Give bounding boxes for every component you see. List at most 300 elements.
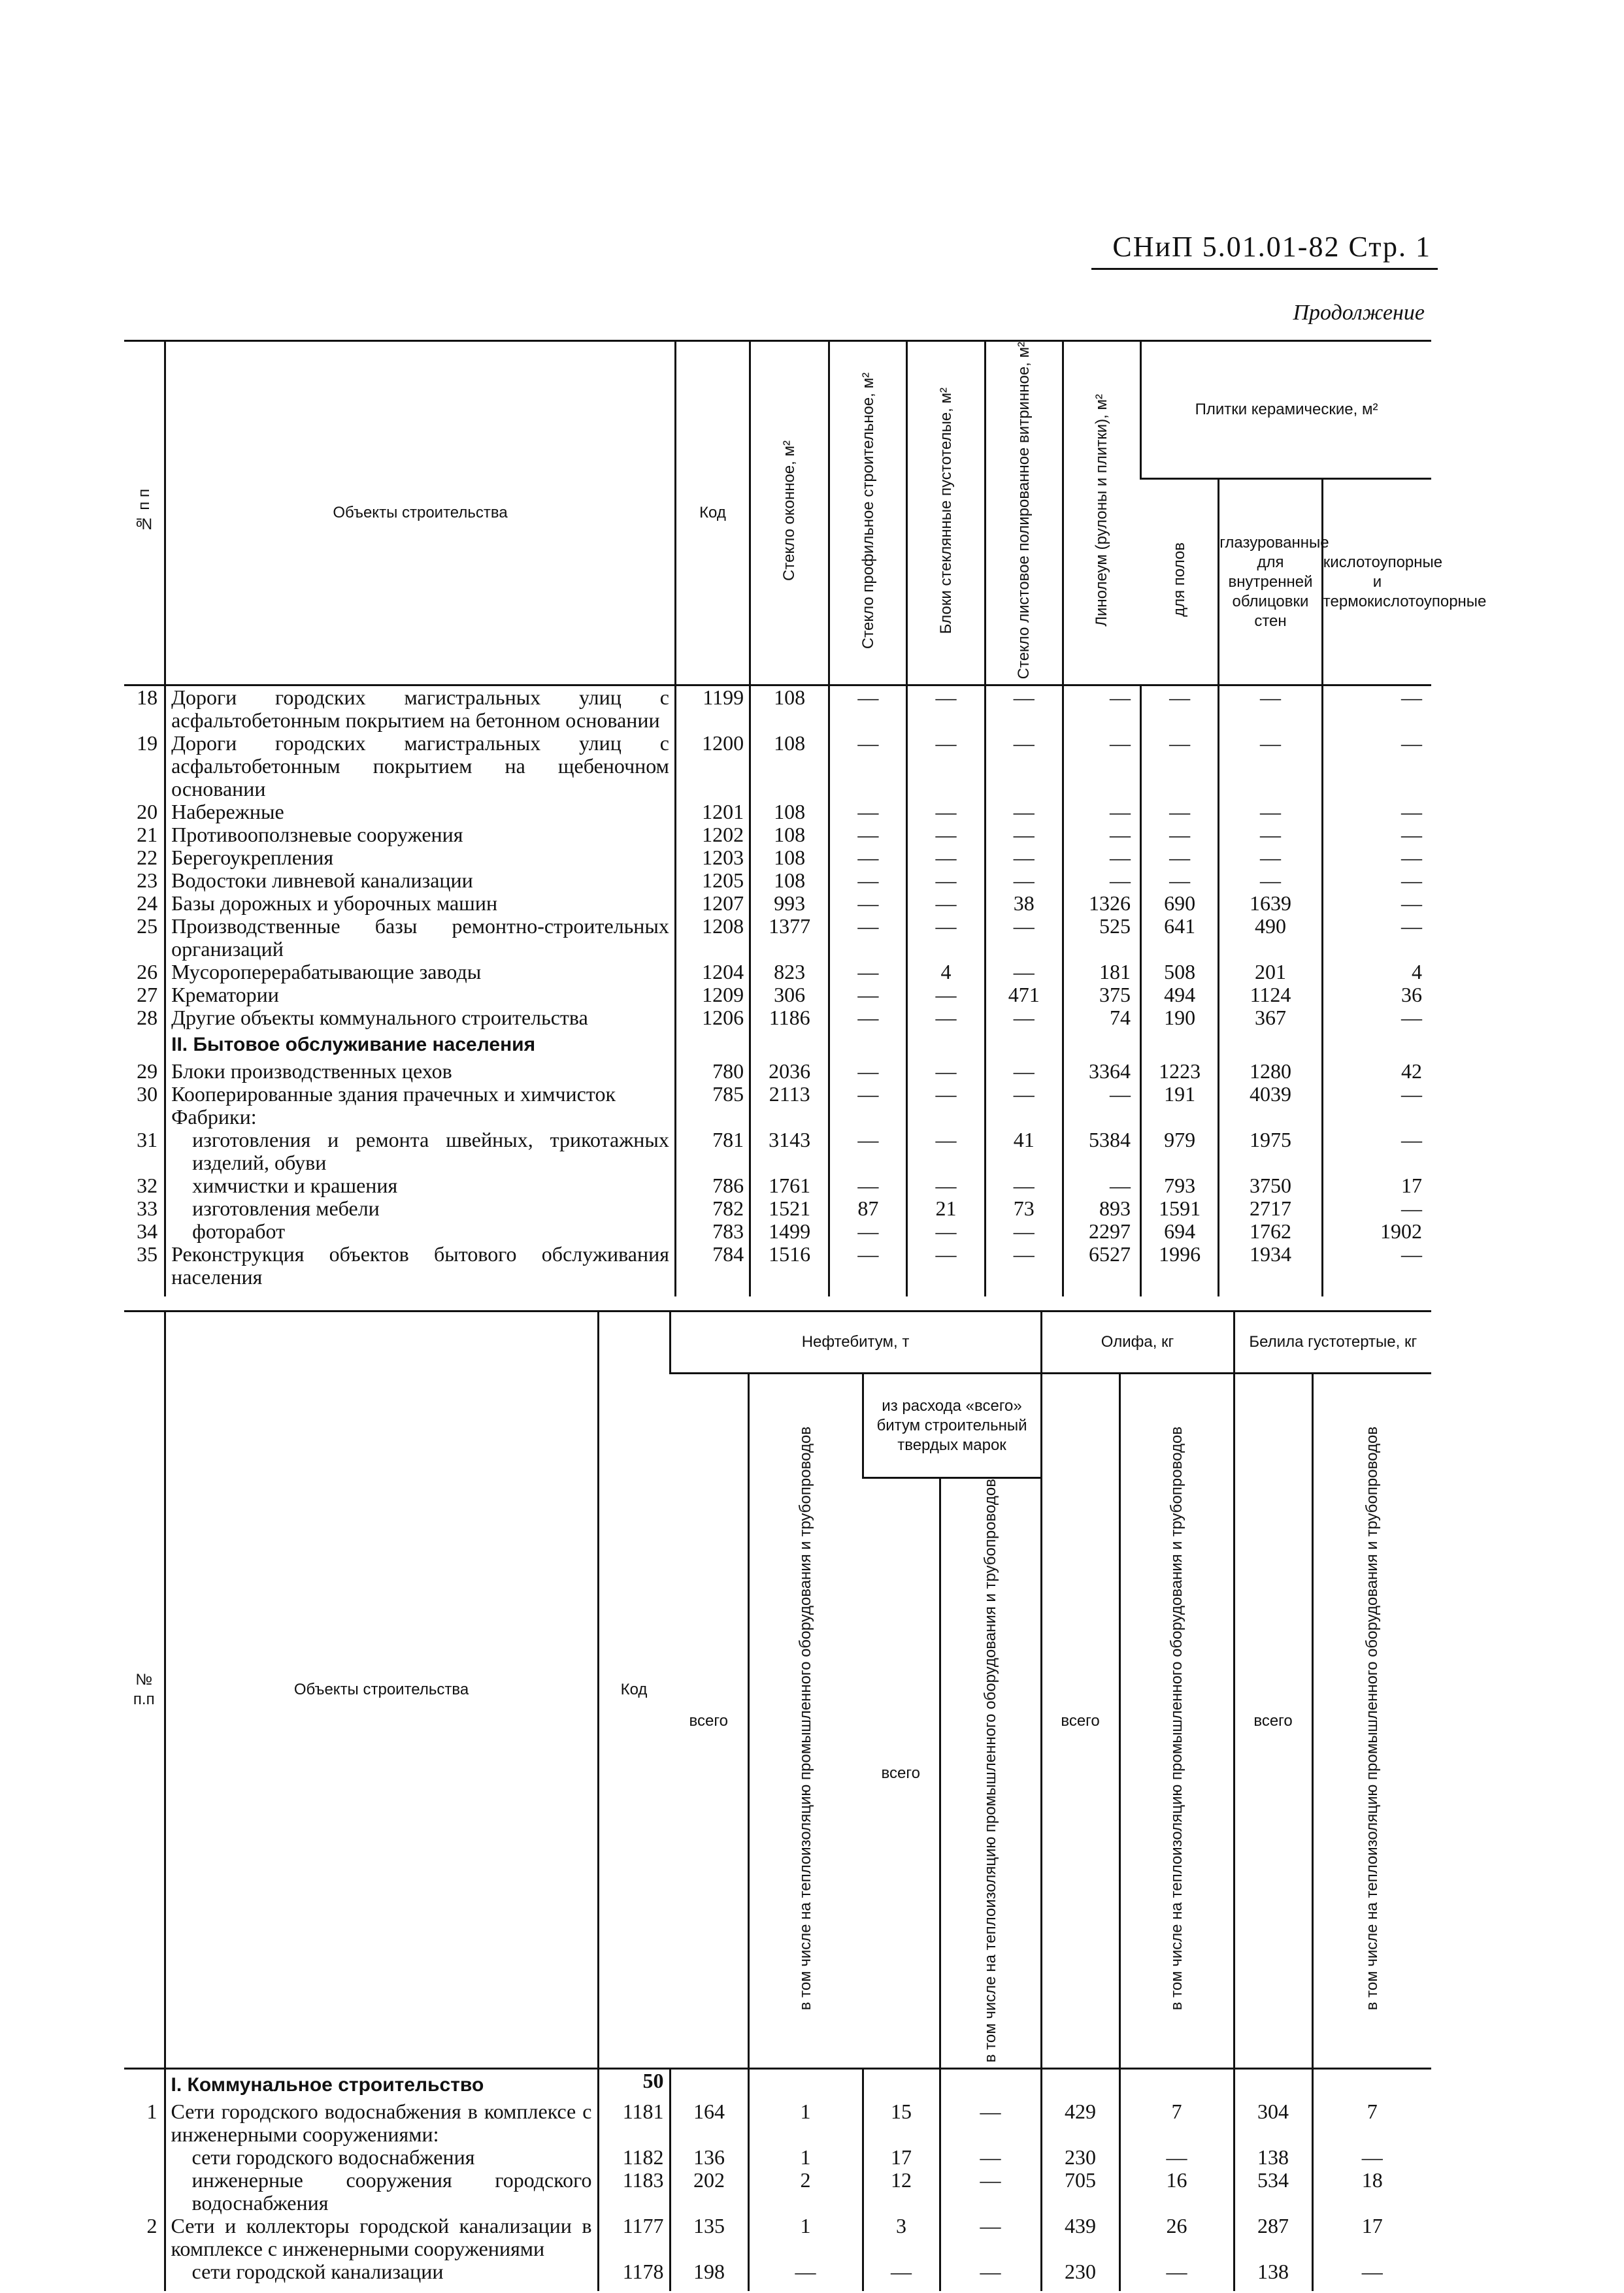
value-cell: 1639 <box>1219 892 1323 915</box>
value-cell: 18 <box>1312 2169 1431 2215</box>
value-cell: 108 <box>750 732 829 800</box>
row-number: 1 <box>146 2100 157 2124</box>
value-cell: 15 <box>863 2100 940 2146</box>
value-cell: — <box>1063 685 1140 733</box>
value-cell: 36 <box>1322 983 1431 1006</box>
row-number <box>124 1106 165 1129</box>
row-number: 18 <box>137 685 158 710</box>
table-row <box>124 1083 1431 1106</box>
row-number: 2 <box>146 2214 157 2238</box>
row-number: 32 <box>137 1174 158 1198</box>
value-cell: 508 <box>1141 961 1219 983</box>
object-name: Дороги городских магистральных улиц с асфальтобетонным покрытием на щебеночном основании <box>165 732 676 800</box>
t2-col-header-num: № п.п <box>124 1311 165 2069</box>
col-header-profile-glass: Стекло профильное строительное, м² <box>829 341 907 685</box>
value-cell: — <box>829 1174 907 1197</box>
value-cell <box>750 1029 829 1060</box>
row-code: 785 <box>675 1083 750 1106</box>
table-row <box>124 2069 1431 2101</box>
row-number: 22 <box>137 846 158 870</box>
value-cell: 1499 <box>750 1220 829 1243</box>
value-cell: — <box>907 1083 985 1106</box>
value-cell: — <box>829 1220 907 1243</box>
value-cell: — <box>829 915 907 961</box>
value-cell: — <box>985 732 1063 800</box>
value-cell: — <box>940 2169 1041 2215</box>
value-cell: — <box>907 892 985 915</box>
row-code: 786 <box>675 1174 750 1197</box>
value-cell: 4 <box>907 961 985 983</box>
object-name: Кооперированные здания прачечных и химчисток <box>165 1083 676 1106</box>
value-cell: — <box>985 869 1063 892</box>
value-cell: — <box>1063 1174 1140 1197</box>
t2-col-header-code: Код <box>598 1311 670 2069</box>
value-cell: 4 <box>1322 961 1431 983</box>
row-number: 35 <box>137 1242 158 1266</box>
value-cell: 793 <box>1141 1174 1219 1197</box>
col-header-floor-tiles: для полов <box>1141 478 1219 685</box>
t2-belila-total: всего <box>1234 1374 1312 2069</box>
value-cell: 1762 <box>1219 1220 1323 1243</box>
row-code: 1207 <box>675 892 750 915</box>
value-cell: 694 <box>1141 1220 1219 1243</box>
value-cell: 7 <box>1119 2100 1234 2146</box>
value-cell <box>1234 2069 1312 2101</box>
value-cell: — <box>1219 685 1323 733</box>
value-cell: 202 <box>670 2169 748 2215</box>
value-cell <box>907 1106 985 1129</box>
value-cell: — <box>907 983 985 1006</box>
row-code: 784 <box>675 1243 750 1296</box>
object-name: Мусороперерабатывающие заводы <box>165 961 676 983</box>
value-cell: 26 <box>1119 2215 1234 2260</box>
value-cell: 2717 <box>1219 1197 1323 1220</box>
object-name: инженерные сооружения городского водоснабжения <box>165 2169 598 2215</box>
value-cell <box>1063 1106 1140 1129</box>
value-cell: 304 <box>1234 2100 1312 2146</box>
value-cell: — <box>1322 1129 1431 1174</box>
value-cell: 429 <box>1041 2100 1119 2146</box>
value-cell: — <box>829 892 907 915</box>
value-cell: 21 <box>907 1197 985 1220</box>
value-cell: — <box>985 800 1063 823</box>
value-cell: 1124 <box>1219 983 1323 1006</box>
value-cell: — <box>985 1083 1063 1106</box>
col-header-glazed-tiles: глазурованные для внутренней облицовки стен <box>1219 478 1323 685</box>
value-cell: 136 <box>670 2146 748 2169</box>
value-cell: — <box>1141 846 1219 869</box>
object-name: Производственные базы ремонтно-строительных организаций <box>165 915 676 961</box>
value-cell: — <box>1141 800 1219 823</box>
value-cell: — <box>1322 1006 1431 1029</box>
value-cell: 1 <box>748 2146 863 2169</box>
value-cell: 3750 <box>1219 1174 1323 1197</box>
object-name: Базы дорожных и уборочных машин <box>165 892 676 915</box>
value-cell: 3143 <box>750 1129 829 1174</box>
t2-bitumen-total: всего <box>670 1374 748 2069</box>
value-cell: 42 <box>1322 1060 1431 1083</box>
t2-col-header-belila: Белила густотертые, кг <box>1234 1311 1431 1374</box>
value-cell: — <box>829 961 907 983</box>
row-code: 1204 <box>675 961 750 983</box>
value-cell: — <box>1322 1243 1431 1296</box>
value-cell: 993 <box>750 892 829 915</box>
value-cell: 17 <box>1322 1174 1431 1197</box>
row-number: 21 <box>137 823 158 847</box>
value-cell <box>670 2069 748 2101</box>
value-cell: 534 <box>1234 2169 1312 2215</box>
value-cell: 230 <box>1041 2146 1119 2169</box>
value-cell: 2 <box>748 2169 863 2215</box>
row-code: 1177 <box>598 2215 670 2260</box>
row-code: 1209 <box>675 983 750 1006</box>
value-cell: 1591 <box>1141 1197 1219 1220</box>
value-cell <box>1041 2069 1119 2101</box>
value-cell: — <box>907 1243 985 1296</box>
value-cell: — <box>907 846 985 869</box>
value-cell: — <box>1119 2260 1234 2291</box>
table-row <box>124 685 1431 733</box>
value-cell: — <box>1322 915 1431 961</box>
row-number: 31 <box>137 1128 158 1152</box>
value-cell: 367 <box>1219 1006 1323 1029</box>
row-code: 1201 <box>675 800 750 823</box>
row-code: 1208 <box>675 915 750 961</box>
value-cell: — <box>1141 823 1219 846</box>
col-header-code: Код <box>675 341 750 685</box>
value-cell: 6527 <box>1063 1243 1140 1296</box>
row-number <box>124 2260 165 2291</box>
row-code: 1183 <box>598 2169 670 2215</box>
value-cell: 108 <box>750 800 829 823</box>
value-cell: — <box>829 1083 907 1106</box>
materials-table-2 <box>124 1310 1431 2291</box>
table-row <box>124 2146 1431 2169</box>
value-cell: — <box>1063 823 1140 846</box>
value-cell: 705 <box>1041 2169 1119 2215</box>
table-row <box>124 961 1431 983</box>
value-cell: 2036 <box>750 1060 829 1083</box>
object-name: Берегоукрепления <box>165 846 676 869</box>
value-cell <box>1322 1029 1431 1060</box>
value-cell: — <box>985 1220 1063 1243</box>
value-cell: — <box>907 800 985 823</box>
table-row <box>124 823 1431 846</box>
col-header-sheet-glass: Стекло листовое полированное витринное, м² <box>985 341 1063 685</box>
t2-bitumen-solid: из расхода «всего» битум строительный твердых марок <box>863 1374 1041 1478</box>
row-code: 1202 <box>675 823 750 846</box>
row-number: 23 <box>137 868 158 893</box>
value-cell: 1934 <box>1219 1243 1323 1296</box>
value-cell: — <box>1312 2260 1431 2291</box>
value-cell: 471 <box>985 983 1063 1006</box>
value-cell <box>829 1029 907 1060</box>
object-name: Блоки производственных цехов <box>165 1060 676 1083</box>
value-cell <box>907 1029 985 1060</box>
value-cell: — <box>940 2260 1041 2291</box>
value-cell: — <box>907 1174 985 1197</box>
table-row <box>124 1174 1431 1197</box>
row-number: 34 <box>137 1219 158 1244</box>
value-cell: — <box>829 823 907 846</box>
value-cell: 287 <box>1234 2215 1312 2260</box>
value-cell: 190 <box>1141 1006 1219 1029</box>
value-cell: — <box>907 915 985 961</box>
value-cell: 17 <box>1312 2215 1431 2260</box>
value-cell: 1377 <box>750 915 829 961</box>
row-code: 1206 <box>675 1006 750 1029</box>
value-cell: 1326 <box>1063 892 1140 915</box>
value-cell: — <box>1322 823 1431 846</box>
value-cell: 893 <box>1063 1197 1140 1220</box>
row-number <box>124 2146 165 2169</box>
row-number: 28 <box>137 1006 158 1030</box>
table-row <box>124 800 1431 823</box>
value-cell: 201 <box>1219 961 1323 983</box>
value-cell: 181 <box>1063 961 1140 983</box>
value-cell: — <box>829 983 907 1006</box>
row-number: 26 <box>137 960 158 984</box>
row-number: 25 <box>137 914 158 938</box>
value-cell: — <box>907 1006 985 1029</box>
value-cell <box>1312 2069 1431 2101</box>
value-cell: — <box>829 1243 907 1296</box>
value-cell: 41 <box>985 1129 1063 1174</box>
value-cell <box>985 1029 1063 1060</box>
value-cell: — <box>907 732 985 800</box>
value-cell: — <box>863 2260 940 2291</box>
section-heading: I. Коммунальное строительство <box>165 2069 598 2101</box>
value-cell: — <box>1219 846 1323 869</box>
value-cell: 690 <box>1141 892 1219 915</box>
t2-bitumen-incl: в том числе на теплоизоляцию промышленного оборудования и трубопроводов <box>748 1374 863 2069</box>
t2-solid-incl: в том числе на теплоизоляцию промышленного оборудования и трубопроводов <box>940 1478 1041 2069</box>
value-cell: — <box>1322 892 1431 915</box>
value-cell: 641 <box>1141 915 1219 961</box>
value-cell: 1902 <box>1322 1220 1431 1243</box>
value-cell: — <box>829 846 907 869</box>
col-header-window-glass: Стекло оконное, м² <box>750 341 829 685</box>
value-cell: — <box>829 1006 907 1029</box>
value-cell: — <box>985 1243 1063 1296</box>
value-cell: — <box>940 2100 1041 2146</box>
value-cell: 138 <box>1234 2260 1312 2291</box>
value-cell: 1 <box>748 2215 863 2260</box>
value-cell: — <box>1322 800 1431 823</box>
object-name: химчистки и крашения <box>165 1174 676 1197</box>
value-cell: 1186 <box>750 1006 829 1029</box>
row-code: 780 <box>675 1060 750 1083</box>
value-cell: — <box>985 1060 1063 1083</box>
object-name: Другие объекты коммунального строительства <box>165 1006 676 1029</box>
value-cell: — <box>829 1129 907 1174</box>
value-cell: 7 <box>1312 2100 1431 2146</box>
value-cell: 108 <box>750 846 829 869</box>
row-code: 782 <box>675 1197 750 1220</box>
row-code: 50 <box>598 2069 670 2101</box>
value-cell: — <box>1322 869 1431 892</box>
object-name: Водостоки ливневой канализации <box>165 869 676 892</box>
value-cell <box>1219 1106 1323 1129</box>
value-cell: — <box>1063 869 1140 892</box>
table-row <box>124 1106 1431 1129</box>
value-cell: — <box>1219 732 1323 800</box>
value-cell: 1975 <box>1219 1129 1323 1174</box>
value-cell: 4039 <box>1219 1083 1323 1106</box>
value-cell: 823 <box>750 961 829 983</box>
value-cell: 1521 <box>750 1197 829 1220</box>
value-cell: 1996 <box>1141 1243 1219 1296</box>
table-row <box>124 732 1431 800</box>
t2-col-header-objects: Объекты строительства <box>165 1311 598 2069</box>
table-row <box>124 1060 1431 1083</box>
value-cell: — <box>985 846 1063 869</box>
value-cell: 87 <box>829 1197 907 1220</box>
value-cell: 108 <box>750 869 829 892</box>
value-cell: 17 <box>863 2146 940 2169</box>
value-cell: — <box>907 685 985 733</box>
value-cell <box>748 2069 863 2101</box>
value-cell: — <box>829 800 907 823</box>
value-cell <box>750 1106 829 1129</box>
value-cell: — <box>907 869 985 892</box>
value-cell: 16 <box>1119 2169 1234 2215</box>
row-number: 30 <box>137 1082 158 1106</box>
row-number: 27 <box>137 983 158 1007</box>
value-cell <box>829 1106 907 1129</box>
value-cell: — <box>1063 846 1140 869</box>
col-header-glass-blocks: Блоки стеклянные пустотелые, м² <box>907 341 985 685</box>
value-cell: — <box>940 2215 1041 2260</box>
value-cell: — <box>985 915 1063 961</box>
table-row <box>124 1197 1431 1220</box>
value-cell: — <box>1063 732 1140 800</box>
value-cell <box>1322 1106 1431 1129</box>
row-code: 1203 <box>675 846 750 869</box>
table-row <box>124 2100 1431 2146</box>
value-cell: 494 <box>1141 983 1219 1006</box>
value-cell: — <box>985 961 1063 983</box>
value-cell: 108 <box>750 685 829 733</box>
value-cell: — <box>907 1060 985 1083</box>
value-cell: — <box>1219 823 1323 846</box>
object-name: Противооползневые сооружения <box>165 823 676 846</box>
value-cell: — <box>985 685 1063 733</box>
row-number <box>124 2169 165 2215</box>
table-row <box>124 1220 1431 1243</box>
row-number <box>124 1029 165 1060</box>
value-cell: — <box>985 1174 1063 1197</box>
value-cell: — <box>1322 685 1431 733</box>
value-cell: 198 <box>670 2260 748 2291</box>
t2-col-header-bitumen: Нефтебитум, т <box>670 1311 1041 1374</box>
value-cell: — <box>1322 1083 1431 1106</box>
value-cell: 1280 <box>1219 1060 1323 1083</box>
value-cell: — <box>1322 732 1431 800</box>
object-name: Сети городского водоснабжения в комплексе с инженерными сооружениями: <box>165 2100 598 2146</box>
value-cell: 1516 <box>750 1243 829 1296</box>
object-name: сети городской канализации <box>165 2260 598 2291</box>
t2-solid-total: всего <box>863 1478 940 2069</box>
value-cell: 525 <box>1063 915 1140 961</box>
value-cell: — <box>829 869 907 892</box>
object-name: сети городского водоснабжения <box>165 2146 598 2169</box>
value-cell: — <box>1119 2146 1234 2169</box>
value-cell: 979 <box>1141 1129 1219 1174</box>
table-row <box>124 2215 1431 2260</box>
value-cell: 191 <box>1141 1083 1219 1106</box>
value-cell: 306 <box>750 983 829 1006</box>
value-cell: — <box>907 1220 985 1243</box>
row-code: 1205 <box>675 869 750 892</box>
value-cell: — <box>1219 869 1323 892</box>
value-cell: 2297 <box>1063 1220 1140 1243</box>
value-cell: 3364 <box>1063 1060 1140 1083</box>
t2-col-header-olifa: Олифа, кг <box>1041 1311 1234 1374</box>
value-cell: — <box>748 2260 863 2291</box>
value-cell: 3 <box>863 2215 940 2260</box>
row-number: 33 <box>137 1196 158 1221</box>
value-cell: — <box>907 823 985 846</box>
value-cell: — <box>829 1060 907 1083</box>
value-cell: 164 <box>670 2100 748 2146</box>
table-row <box>124 1129 1431 1174</box>
value-cell: — <box>1063 800 1140 823</box>
value-cell: — <box>829 732 907 800</box>
value-cell: 439 <box>1041 2215 1119 2260</box>
object-name: Дороги городских магистральных улиц с асфальтобетонным покрытием на бетонном основании <box>165 685 676 733</box>
object-name: Реконструкция объектов бытового обслуживания населения <box>165 1243 676 1296</box>
materials-table-1 <box>124 340 1487 1296</box>
table-row <box>124 1029 1431 1060</box>
value-cell: 1761 <box>750 1174 829 1197</box>
col-header-objects: Объекты строительства <box>165 341 676 685</box>
value-cell: — <box>985 823 1063 846</box>
table-row <box>124 846 1431 869</box>
col-header-linoleum: Линолеум (рулоны и плитки), м² <box>1063 341 1140 685</box>
object-name: Набережные <box>165 800 676 823</box>
value-cell: 138 <box>1234 2146 1312 2169</box>
value-cell <box>985 1106 1063 1129</box>
table-row <box>124 869 1431 892</box>
object-name: Крематории <box>165 983 676 1006</box>
value-cell: 375 <box>1063 983 1140 1006</box>
row-code <box>675 1029 750 1060</box>
value-cell: 1223 <box>1141 1060 1219 1083</box>
value-cell: — <box>1141 869 1219 892</box>
row-code: 783 <box>675 1220 750 1243</box>
row-number: 20 <box>137 800 158 824</box>
t2-belila-incl: в том числе на теплоизоляцию промышленного оборудования и трубопроводов <box>1312 1374 1431 2069</box>
row-code <box>675 1106 750 1129</box>
value-cell: 12 <box>863 2169 940 2215</box>
row-number: 19 <box>137 731 158 755</box>
value-cell: — <box>829 685 907 733</box>
header-rule <box>1091 268 1438 270</box>
value-cell <box>940 2069 1041 2101</box>
t2-olifa-total: всего <box>1041 1374 1119 2069</box>
value-cell: 1 <box>748 2100 863 2146</box>
value-cell: — <box>1322 846 1431 869</box>
row-code: 1199 <box>675 685 750 733</box>
table-row <box>124 1006 1431 1029</box>
row-code: 1200 <box>675 732 750 800</box>
value-cell: 38 <box>985 892 1063 915</box>
object-name: Сети и коллекторы городской канализации в комплексе с инженерными сооружениями <box>165 2215 598 2260</box>
value-cell: 74 <box>1063 1006 1140 1029</box>
object-name: фоторабот <box>165 1220 676 1243</box>
table-row <box>124 1243 1431 1296</box>
